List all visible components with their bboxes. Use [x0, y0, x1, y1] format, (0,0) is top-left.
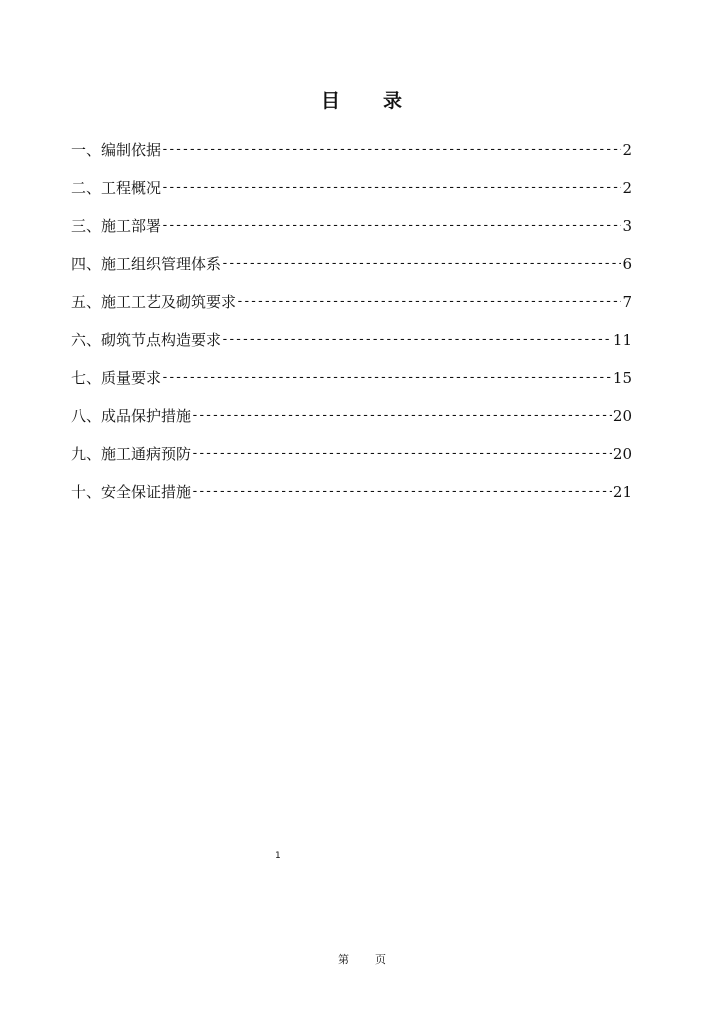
toc-entry[interactable]	[71, 199, 632, 237]
toc-entry-page: 6	[622, 255, 632, 273]
toc-entry[interactable]	[71, 427, 632, 465]
toc-entry[interactable]	[71, 123, 632, 161]
dot-leader	[161, 177, 621, 199]
toc-entry[interactable]	[71, 275, 632, 313]
toc-entry-label: 二、工程概况	[71, 179, 162, 197]
toc-entry[interactable]	[71, 465, 632, 503]
toc-entry[interactable]	[71, 237, 632, 275]
toc-entry-page: 7	[622, 293, 632, 311]
toc-entry-page: 15	[612, 369, 632, 387]
toc-entry-page: 2	[622, 141, 632, 159]
dot-leader	[191, 405, 612, 427]
table-of-contents	[71, 123, 632, 503]
title-char-2: 录	[383, 90, 404, 112]
footer-right-text: 页	[375, 953, 386, 966]
page-footer	[0, 951, 724, 967]
toc-entry[interactable]	[71, 313, 632, 351]
dot-leader	[191, 481, 612, 503]
dot-leader	[161, 367, 612, 389]
page-number-marker: 1	[275, 851, 281, 861]
toc-entry-label: 七、质量要求	[71, 369, 162, 387]
page-title	[0, 86, 724, 113]
dot-leader	[191, 443, 612, 465]
toc-entry-label: 一、编制依据	[71, 141, 162, 159]
dot-leader	[221, 253, 621, 275]
toc-entry-page: 20	[612, 407, 632, 425]
footer-left-text: 第	[338, 953, 349, 966]
toc-entry-page: 2	[622, 179, 632, 197]
toc-entry[interactable]	[71, 389, 632, 427]
dot-leader	[221, 329, 612, 351]
toc-entry-label: 六、砌筑节点构造要求	[71, 331, 222, 349]
dot-leader	[161, 139, 621, 161]
dot-leader	[161, 215, 621, 237]
toc-entry-label: 四、施工组织管理体系	[71, 255, 222, 273]
title-char-1: 目	[320, 90, 341, 112]
dot-leader	[236, 291, 621, 313]
toc-entry-label: 八、成品保护措施	[71, 407, 192, 425]
toc-entry[interactable]	[71, 161, 632, 199]
toc-entry-label: 五、施工工艺及砌筑要求	[71, 293, 237, 311]
toc-entry-label: 九、施工通病预防	[71, 445, 192, 463]
toc-entry-page: 21	[612, 483, 632, 501]
toc-entry-page: 20	[612, 445, 632, 463]
toc-entry-label: 十、安全保证措施	[71, 483, 192, 501]
toc-entry-label: 三、施工部署	[71, 217, 162, 235]
toc-entry-page: 3	[622, 217, 632, 235]
toc-entry[interactable]	[71, 351, 632, 389]
toc-entry-page: 11	[612, 331, 632, 349]
